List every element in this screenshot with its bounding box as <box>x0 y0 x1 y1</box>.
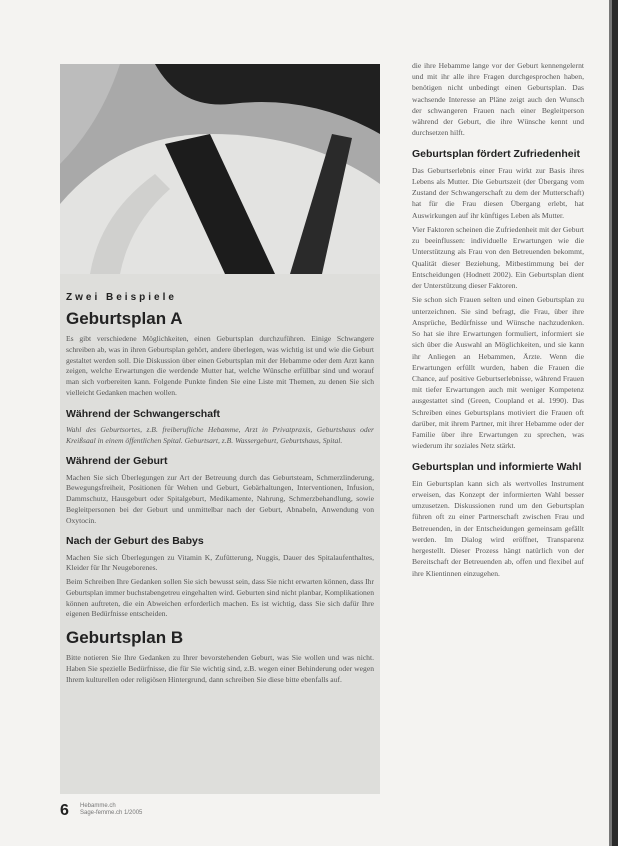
pregnancy-paragraph: Wahl des Geburtsortes, z.B. freiberufliche Hebamme, Arzt in Privatpraxis, Geburtshaus oder Kreißsaal in einem öffentlichen Spital. Geburtsart, z.B. Wassergeburt, Geburtshaus, Spital. <box>66 424 374 445</box>
examples-column <box>66 284 374 689</box>
plan-b-paragraph: Bitte notieren Sie Ihre Gedanken zu Ihrer bevorstehenden Geburt, was Sie wollen und was nicht. Haben Sie spezielle Bedürfnisse, die für Sie wichtig sind, z.B. wegen einer Behinderung oder wegen Ihrem kulturellen oder religiösen Hintergrund, dann schreiben Sie diese bitte ebenfalls auf. <box>66 653 374 684</box>
photo-illustration <box>60 64 380 274</box>
heading-geburtsplan-a: Geburtsplan A <box>66 309 183 328</box>
page-edge <box>612 0 618 846</box>
journal-name: Hebamme.ch <box>80 803 116 809</box>
satisfaction-paragraph-3: Sie schon sich Frauen selten und einen Geburtsplan zu unterzeichnen. Sie sind befragt, die Frau, über ihre Ansprüche, Bedürfnisse und Wünsche nachzudenken. So hat sie ihre Erwartungen formuliert, informiert sie sich über die Auswahl an Möglichkeiten, und sie kann ihr Anliegen an Hebammen, Ärzte. Wenn die Erwartungen erfüllt wurden, haben die Frauen die Chance, auf positive Geburtserlebnisse, während Frauen mit tiefer Erwartungen auch mit weniger Kompetenz ausgestattet sind (Green, Coupland et al. 1990). Das Schreiben eines Geburtsplans motiviert die Frauen oft darüber, mit ihrem Partner, mit ihrer Hebamme oder der Familie über ihre Erwartungen zu sprechen, was wiederum ihr soziales Netz stärkt. <box>412 295 584 451</box>
satisfaction-paragraph-2: Vier Faktoren scheinen die Zufriedenheit mit der Geburt zu beeinflussen: individuelle Erwartungen wie die Unterstützung als Frau von den Betreuenden bekommt, Qualität dieser Beziehung, Mitbestimmung bei der Entscheidungen (Hodnett 2002). Ein Geburtsplan dient der Unterstützung dieser Faktoren. <box>412 224 584 291</box>
section-kicker: Zwei Beispiele <box>66 292 177 303</box>
subheading-birth: Während der Geburt <box>66 455 168 468</box>
journal-issue: Sage-femme.ch 1/2005 <box>80 810 143 817</box>
subheading-satisfaction: Geburtsplan fördert Zufriedenheit <box>412 147 581 160</box>
informed-choice-paragraph: Ein Geburtsplan kann sich als wertvolles Instrument erweisen, das Konzept der informierten Wahl besser umzusetzen. Diskussionen rund um den Geburtsplan führen oft zu einer Partnerschaft zwischen Frau und Betreuenden, in der Entscheidungen gemeinsam gefällt werden. Im Dialog wird eröffnet, Transparenz hergestellt. Dieser Prozess hängt natürlich von der Bereitschaft der Betreuenden ab, offen und flexibel auf ihre Klientinnen einzugehen. <box>412 478 584 578</box>
subheading-informed-choice: Geburtsplan und informierte Wahl <box>412 460 582 473</box>
satisfaction-paragraph-1: Das Geburtserlebnis einer Frau wirkt zur Basis ihres Lebens als Mutter. Die Geburtszeit (der Übergang vom Zustand der Schwangerschaft zu dem der Mutterschaft) hat für die Frau diesen Übergang erlebt, hat Auswirkungen auf ihr künftiges Leben als Mutter. <box>412 165 584 220</box>
after-birth-paragraph: Machen Sie sich Überlegungen zu Vitamin K, Zufütterung, Nuggis, Dauer des Spitalaufenthaltes, Kleider für Ihr Neugeborenes. <box>66 552 374 573</box>
writing-note-paragraph: Beim Schreiben Ihre Gedanken sollen Sie sich bewusst sein, dass Sie nicht erwarten können, dass Ihr Geburtsplan immer buchstabengetreu eingehalten wird. Geburten sind nicht planbar, Komplikationen können auftreten, die ein Abweichen erforderlich machen. Es ist wichtig, dass Sie sich dafür Ihre eigenen Bedürfnisse entscheiden. <box>66 577 374 619</box>
pregnant-belly-photo <box>60 64 380 274</box>
subheading-after-birth: Nach der Geburt des Babys <box>66 535 204 548</box>
continued-paragraph: die ihre Hebamme lange vor der Geburt kennengelernt und mit ihr alle ihre Fragen durchgesprochen haben, benötigen nicht unbedingt einen Geburtsplan. Das wachsende Interesse an Pläne zeigt auch den Wunsch der schwangeren Frauen nach einer Begleitperson während der Geburt, die ihre Wünsche kennt und durchsetzen hilft. <box>412 61 584 138</box>
page-number: 6 <box>60 802 69 819</box>
birth-paragraph: Machen Sie sich Überlegungen zur Art der Betreuung durch das Geburtsteam, Schmerzlinderung, Bewegungsfreiheit, Positionen für Wehen und Geburt, Gebärhaltungen, Interventionen, Infusion, Dammschutz, Hausgeburt oder Spitalgeburt, Medikamente, Nahrung, Schmerzbehandlung, sowie Begleitpersonen bei der Geburt und unmittelbar nach der Geburt, Abnabeln, Anwendung von Oxytocin. <box>66 472 374 525</box>
heading-geburtsplan-b: Geburtsplan B <box>66 628 184 648</box>
article-column <box>412 60 584 582</box>
journal-footer <box>80 803 142 817</box>
subheading-pregnancy: Während der Schwangerschaft <box>66 407 221 420</box>
intro-paragraph: Es gibt verschiedene Möglichkeiten, einen Geburtsplan durchzuführen. Einige Schwangere schreiben ab, was in ihren Geburtsplan gehört, andere überlegen, was wichtig ist und wie die Geburt gestaltet werden soll. Die Diskussion über einen Geburtsplan mit der Hebamme oder dem Arzt kann zeigen, welche Erwartungen die werdende Mutter hat, welche Wünsche erfüllbar sind und worauf man sich vorbereiten kann. Folgende Punkte finden Sie eine Liste mit Themen, zu denen Sie sich vielleicht Gedanken machen wollen. <box>66 334 374 397</box>
